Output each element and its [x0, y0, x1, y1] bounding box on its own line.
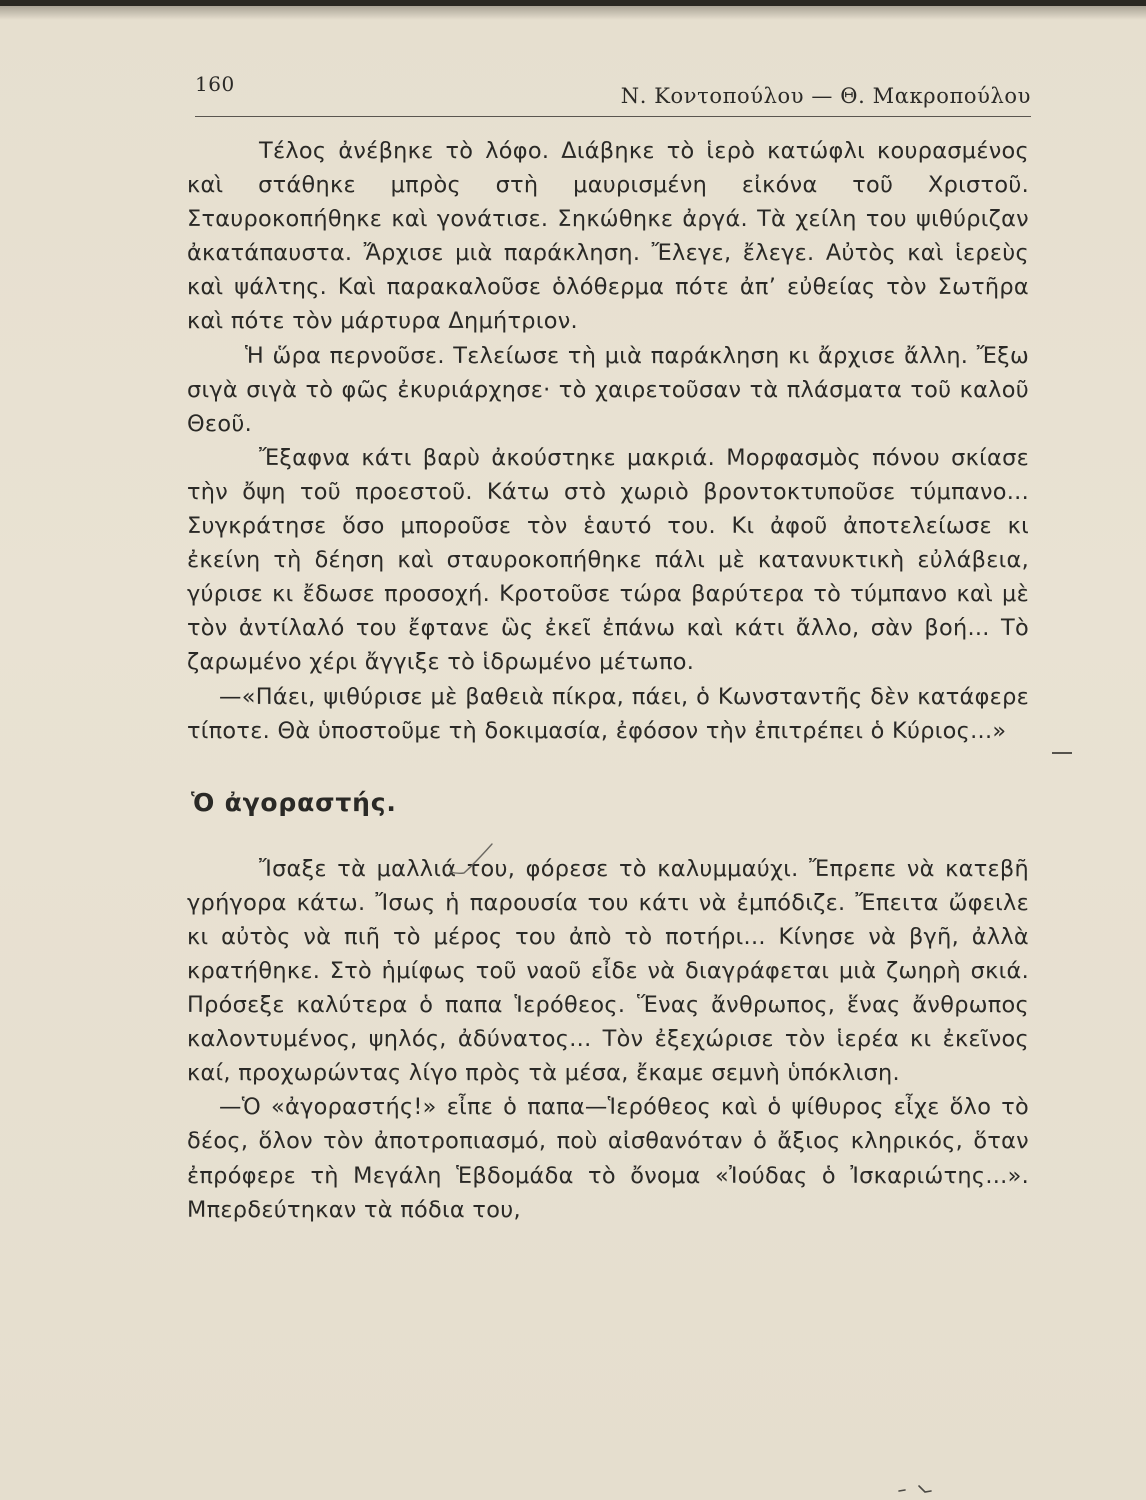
book-page — [0, 6, 1146, 1500]
margin-tick-mark — [1052, 752, 1072, 754]
body-text — [187, 134, 1029, 1227]
paragraph: Ἔξαφνα κάτι βαρὺ ἀκούστηκε μακριά. Μορφασμὸς πόνου σκίασε τὴν ὄψη τοῦ προεστοῦ. Κάτω στὸ χωριὸ βροντοκτυποῦσε τύμπανο... Συγκράτησε ὅσο μποροῦσε τὸν ἑαυτό του. Κι ἀφοῦ ἀποτελείωσε κι ἐκείνη τὴ δέηση καὶ σταυροκοπήθηκε πάλι μὲ κατανυκτικὴ εὐλάβεια, γύρισε κι ἔδωσε προσοχή. Κροτοῦσε τώρα βαρύτερα τὸ τύμπανο καὶ μὲ τὸν ἀντίλαλό του ἔφτανε ὣς ἐκεῖ ἐπάνω καὶ κάτι ἄλλο, σὰν βοή... Τὸ ζαρωμένο χέρι ἄγγιξε τὸ ἱδρωμένο μέτωπο. — [187, 444, 1029, 676]
paragraph: Τέλος ἀνέβηκε τὸ λόφο. Διάβηκε τὸ ἱερὸ κατώφλι κουρασμένος καὶ στάθηκε μπρὸς στὴ μαυρισμένη εἰκόνα τοῦ Χριστοῦ. Σταυροκοπήθηκε καὶ γονάτισε. Σηκώθηκε ἀργά. Τὰ χείλη του ψιθύριζαν ἀκατάπαυστα. Ἄρχισε μιὰ παράκληση. Ἔλεγε, ἔλεγε. Αὐτὸς καὶ ἱερεὺς καὶ ψάλτης. Καὶ παρακαλοῦσε ὁλόθερμα πότε ἀπ’ εὐθείας τὸν Σωτῆρα καὶ πότε τὸν μάρτυρα Δημήτριον. — [187, 138, 1029, 335]
paragraph: —Ὁ «ἀγοραστής!» εἶπε ὁ παπα—Ἱερόθεος καὶ ὁ ψίθυρος εἶχε ὅλο τὸ δέος, ὅλον τὸν ἀποτροπιασμό, ποὺ αἰσθανόταν ὁ ἄξιος κληρικός, ὅταν ἐπρόφερε τὴ Μεγάλη Ἑβδομάδα τὸ ὄνομα «Ἰούδας ὁ Ἰσκαριώτης...». Μπερδεύτηκαν τὰ πόδια του, — [187, 1094, 1029, 1223]
pencil-check-mark-icon — [448, 840, 494, 882]
page-header — [195, 68, 1031, 112]
running-head: Ν. Κοντοπούλου — Θ. Μακροπούλου — [620, 84, 1031, 108]
page-edge-shadow — [0, 6, 1146, 20]
page-number: 160 — [195, 72, 235, 96]
paragraph: —«Πάει, ψιθύρισε μὲ βαθειὰ πίκρα, πάει, ὁ Κωνσταντῆς δὲν κατάφερε τίποτε. Θὰ ὑποστοῦμε τὴ δοκιμασία, ἐφόσον τὴν ἐπιτρέπει ὁ Κύριος...» — [187, 683, 1029, 744]
section-heading: Ὁ ἀγοραστής. — [191, 787, 397, 817]
stray-ink-mark-icon — [897, 1482, 937, 1496]
paragraph: Ἡ ὥρα περνοῦσε. Τελείωσε τὴ μιὰ παράκληση κι ἄρχισε ἄλλη. Ἔξω σιγὰ σιγὰ τὸ φῶς ἐκυριάρχησε· τὸ χαιρετοῦσαν τὰ πλάσματα τοῦ καλοῦ Θεοῦ. — [187, 342, 1029, 437]
header-rule — [195, 116, 1031, 117]
spacer — [187, 748, 1029, 786]
paragraph: Ἴσαξε τὰ μαλλιά του, φόρεσε τὸ καλυμμαύχι. Ἔπρεπε νὰ κατεβῆ γρήγορα κάτω. Ἴσως ἡ παρουσία του κάτι νὰ ἐμπόδιζε. Ἔπειτα ὤφειλε κι αὐτὸς νὰ πιῆ τὸ μέρος του ἀπὸ τὸ ποτήρι... Κίνησε νὰ βγῆ, ἀλλὰ κρατήθηκε. Στὸ ἡμίφως τοῦ ναοῦ εἶδε νὰ διαγράφεται μιὰ ζωηρὴ σκιά. Πρόσεξε καλύτερα ὁ παπα Ἱερόθεος. Ἕνας ἄνθρωπος, ἕνας ἄνθρωπος καλοντυμένος, ψηλός, ἀδύνατος... Τὸν ἐξεχώρισε τὸν ἱερέα κι ἐκεῖνος καί, προχωρώντας λίγο πρὸς τὰ μέσα, ἔκαμε σεμνὴ ὑπόκλιση. — [187, 855, 1029, 1087]
spacer — [187, 820, 1029, 852]
